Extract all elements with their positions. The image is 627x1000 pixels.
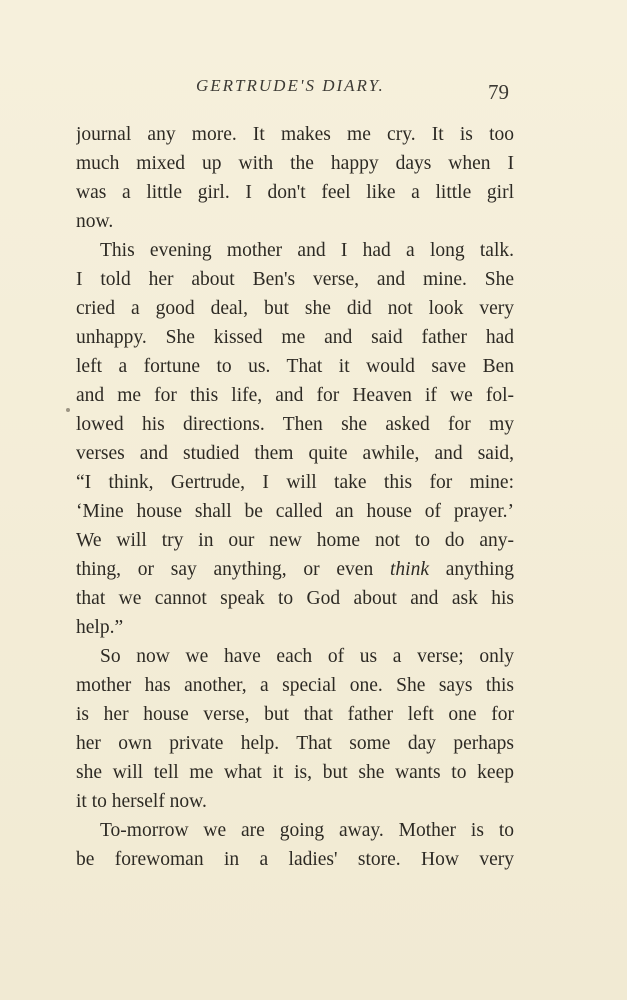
margin-mark (66, 408, 70, 412)
text-line: cried a good deal, but she did not look very (76, 298, 514, 319)
text-line: she will tell me what it is, but she wants to keep (76, 762, 514, 783)
paragraph-start-line: This evening mother and I had a long talk. (100, 240, 514, 261)
text-fragment: thing, or say anything, or even (76, 559, 374, 580)
running-title: GERTRUDE'S DIARY. (196, 76, 385, 95)
text-line: “I think, Gertrude, I will take this for mine: (76, 472, 514, 493)
text-line: is her house verse, but that father left one for (76, 704, 514, 725)
text-line: left a fortune to us. That it would save Ben (76, 356, 514, 377)
text-line: that we cannot speak to God about and ask his (76, 588, 514, 609)
italic-word: think (390, 559, 429, 580)
text-line: mother has another, a special one. She says this (76, 675, 514, 696)
text-line: journal any more. It makes me cry. It is too (76, 124, 514, 145)
text-line: lowed his directions. Then she asked for my (76, 414, 514, 435)
text-line: unhappy. She kissed me and said father had (76, 327, 514, 348)
text-line: now. (76, 211, 114, 232)
page-number: 79 (488, 80, 509, 104)
text-line: her own private help. That some day perhaps (76, 733, 514, 754)
text-line: We will try in our new home not to do any- (76, 530, 514, 551)
text-line: and me for this life, and for Heaven if we fol- (76, 385, 514, 406)
body-text (76, 120, 516, 874)
text-line: much mixed up with the happy days when I (76, 153, 514, 174)
running-head (0, 76, 627, 104)
text-line: be forewoman in a ladies' store. How very (76, 849, 514, 870)
text-line: ‘Mine house shall be called an house of prayer.’ (76, 501, 514, 522)
paragraph-start-line: So now we have each of us a verse; only (100, 646, 514, 667)
text-fragment: anything (445, 559, 514, 580)
text-line: I told her about Ben's verse, and mine. She (76, 269, 514, 290)
text-line: it to herself now. (76, 791, 207, 812)
paragraph-start-line: To-morrow we are going away. Mother is to (100, 820, 514, 841)
text-line: was a little girl. I don't feel like a little girl (76, 182, 514, 203)
text-line: help.” (76, 617, 124, 638)
text-line-with-italic (76, 555, 514, 584)
text-line: verses and studied them quite awhile, and said, (76, 443, 514, 464)
